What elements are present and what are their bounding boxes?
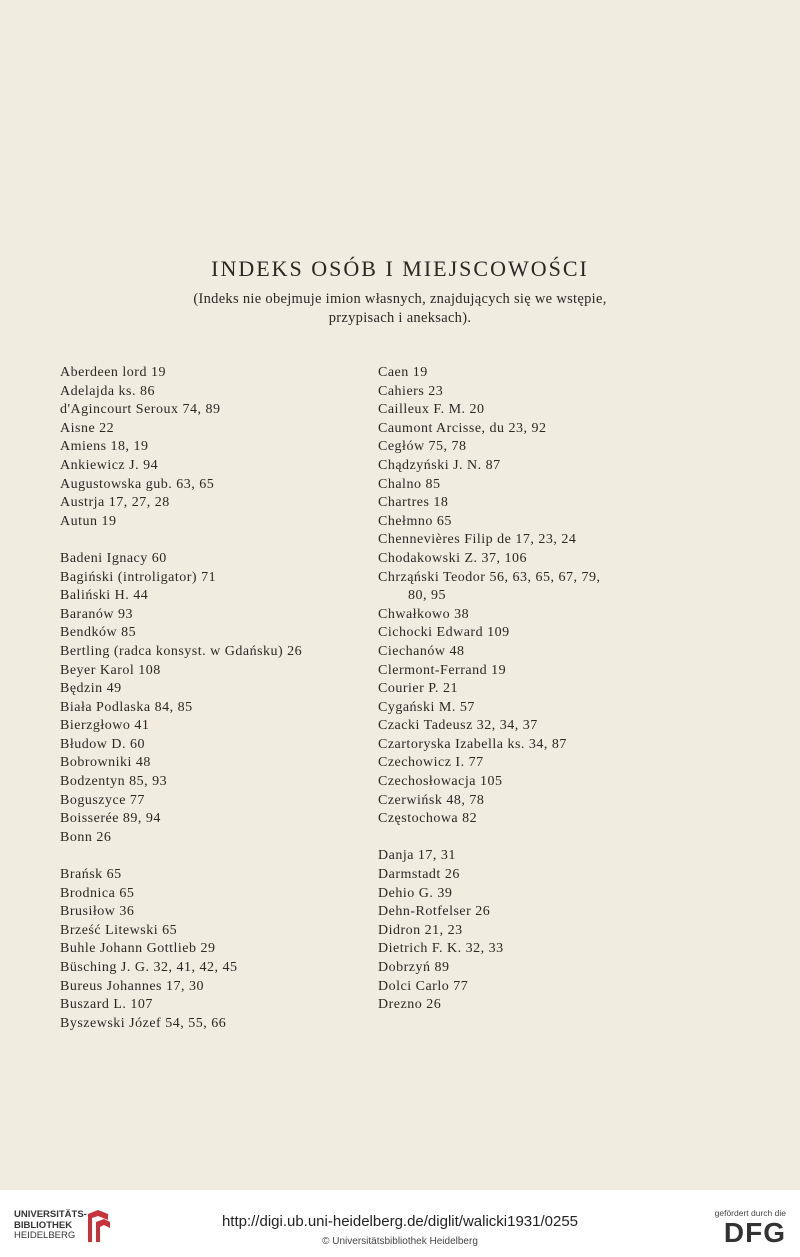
copyright-notice: © Universitätsbibliothek Heidelberg xyxy=(322,1236,478,1247)
index-entry: Autun 19 xyxy=(60,513,117,529)
index-entry: Częstochowa 82 xyxy=(378,811,478,827)
index-entry: Drezno 26 xyxy=(378,997,442,1013)
index-entry: Aisne 22 xyxy=(60,420,115,436)
index-entry: d'Agincourt Seroux 74, 89 xyxy=(60,402,221,418)
index-entry: Adelajda ks. 86 xyxy=(60,383,155,399)
dfg-logo[interactable]: DFG xyxy=(723,1217,786,1248)
index-entry: Czechowicz I. 77 xyxy=(378,755,484,771)
index-entry: Chwałkowo 38 xyxy=(378,606,470,622)
index-entry: Bagiński (introligator) 71 xyxy=(60,569,217,585)
index-entry: Augustowska gub. 63, 65 xyxy=(60,476,215,492)
index-entry: Czacki Tadeusz 32, 34, 37 xyxy=(378,718,538,734)
index-entry: Ciechanów 48 xyxy=(378,643,465,659)
index-entry: Bierzgłowo 41 xyxy=(60,718,150,734)
index-entry: Dietrich F. K. 32, 33 xyxy=(378,941,504,957)
index-entry: Badeni Ignacy 60 xyxy=(60,550,167,566)
index-entry: Buhle Johann Gottlieb 29 xyxy=(60,941,216,957)
index-entry: Chądzyński J. N. 87 xyxy=(378,457,501,473)
index-entry: Baliński H. 44 xyxy=(60,588,149,604)
index-entry: Brześć Litewski 65 xyxy=(60,922,178,938)
index-entry: Biała Podlaska 84, 85 xyxy=(60,699,193,715)
page-title: INDEKS OSÓB I MIEJSCOWOŚCI xyxy=(211,256,589,281)
index-entry: Darmstadt 26 xyxy=(378,867,460,883)
index-entry: Byszewski Józef 54, 55, 66 xyxy=(60,1015,227,1031)
index-entry: Austrja 17, 27, 28 xyxy=(60,495,170,511)
index-entry: Błudow D. 60 xyxy=(60,736,145,752)
index-entry: Cegłów 75, 78 xyxy=(378,439,467,455)
index-entry: Czartoryska Izabella ks. 34, 87 xyxy=(378,736,567,752)
library-name-line-2: BIBLIOTHEK xyxy=(14,1219,73,1231)
index-entry: Baranów 93 xyxy=(60,606,134,622)
index-entry: Didron 21, 23 xyxy=(378,922,463,938)
funding-note: gefördert durch die xyxy=(714,1208,786,1218)
index-entry: Bendków 85 xyxy=(60,625,137,641)
index-entry: Cichocki Edward 109 xyxy=(378,625,510,641)
index-entry: Chennevières Filip de 17, 23, 24 xyxy=(378,532,577,548)
subtitle-line-2: przypisach i aneksach). xyxy=(328,310,472,326)
index-entry: Chełmno 65 xyxy=(378,513,452,529)
index-entry: Ankiewicz J. 94 xyxy=(60,457,159,473)
index-column-right xyxy=(378,364,668,1015)
index-entry: Chodakowski Z. 37, 106 xyxy=(378,550,528,566)
index-entry: Brodnica 65 xyxy=(60,885,135,901)
index-entry: Aberdeen lord 19 xyxy=(60,365,166,380)
permalink-url[interactable]: http://digi.ub.uni-heidelberg.de/diglit/walicki1931/0255 xyxy=(221,1213,579,1230)
library-name-line-3: HEIDELBERG xyxy=(14,1230,76,1241)
subtitle-line-1: (Indeks nie obejmuje imion własnych, znajdujących się we wstępie, xyxy=(193,291,607,307)
index-entry: Dolci Carlo 77 xyxy=(378,978,469,994)
index-entry: Amiens 18, 19 xyxy=(60,439,149,455)
index-entry: Bodzentyn 85, 93 xyxy=(60,774,168,790)
index-entry: Bertling (radca konsyst. w Gdańsku) 26 xyxy=(60,643,303,659)
index-entry: Brusiłow 36 xyxy=(60,904,135,920)
index-entry: Brańsk 65 xyxy=(60,867,122,883)
page-subtitle xyxy=(100,290,700,328)
index-entry: Clermont-Ferrand 19 xyxy=(378,662,507,678)
index-entry: Cahiers 23 xyxy=(378,383,444,399)
index-entry: Będzin 49 xyxy=(60,681,122,697)
index-entry: Caumont Arcisse, du 23, 92 xyxy=(378,420,547,436)
index-entry: Chartres 18 xyxy=(378,495,449,511)
index-entry: Boguszyce 77 xyxy=(60,792,145,808)
index-entry: 80, 95 xyxy=(408,588,446,604)
index-entry: Czechosłowacja 105 xyxy=(378,774,503,790)
index-entry: Danja 17, 31 xyxy=(378,848,456,864)
library-name-line-1: UNIVERSITÄTS- xyxy=(14,1209,87,1220)
index-entry: Czerwińsk 48, 78 xyxy=(378,792,485,808)
index-entry: Dehn-Rotfelser 26 xyxy=(378,904,491,920)
index-entry: Bureus Johannes 17, 30 xyxy=(60,978,204,994)
index-entry: Boisserée 89, 94 xyxy=(60,811,161,827)
index-entry: Caen 19 xyxy=(378,365,428,380)
index-entry: Bobrowniki 48 xyxy=(60,755,151,771)
index-entry: Chalno 85 xyxy=(378,476,441,492)
index-entry: Buszard L. 107 xyxy=(60,997,153,1013)
index-entry: Chrząński Teodor 56, 63, 65, 67, 79, xyxy=(378,569,601,585)
index-entry: Cygański M. 57 xyxy=(378,699,475,715)
index-entry: Dobrzyń 89 xyxy=(378,960,450,975)
index-entry: Cailleux F. M. 20 xyxy=(378,402,485,418)
index-entry: Büsching J. G. 32, 41, 42, 45 xyxy=(60,960,238,975)
index-column-left xyxy=(60,364,360,1033)
index-entry: Bonn 26 xyxy=(60,829,112,845)
index-entry: Dehio G. 39 xyxy=(378,885,453,901)
index-entry: Courier P. 21 xyxy=(378,681,458,697)
index-entry: Beyer Karol 108 xyxy=(60,662,161,678)
